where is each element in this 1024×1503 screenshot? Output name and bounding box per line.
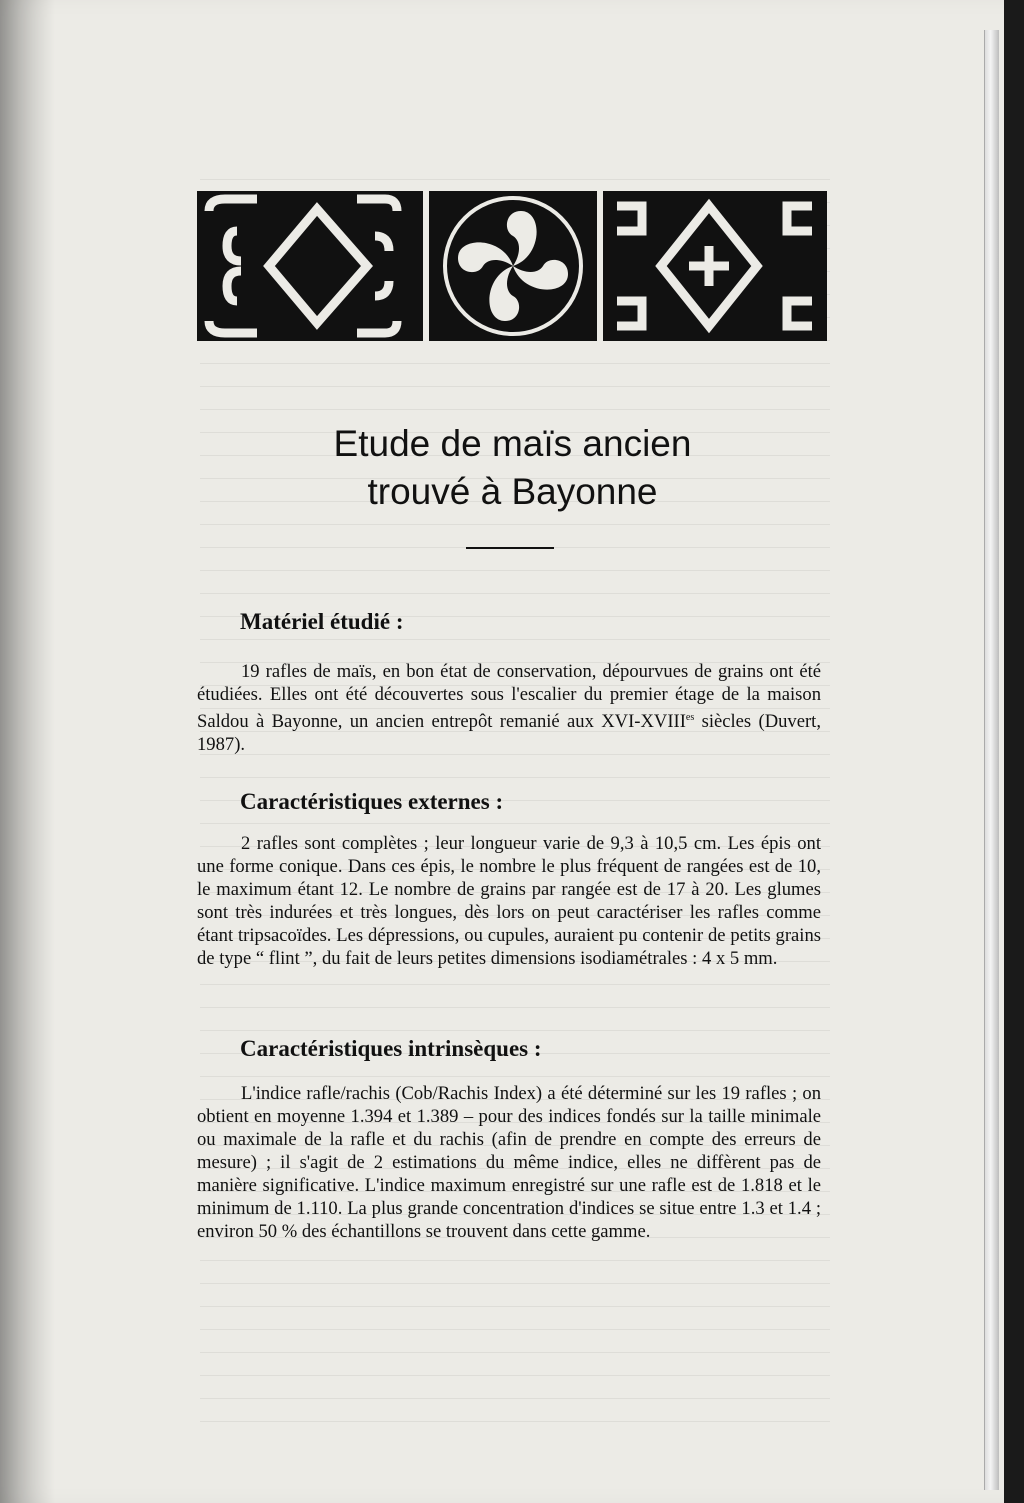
section-text-intrinseques: L'indice rafle/rachis (Cob/Rachis Index) a été déterminé sur les 19 rafles ; on obtient en moyenne 1.394 et 1.389 – pour des indices fondés sur la taille minimale ou maximale de la rafle et du rachis (afin de prendre en compte des erreurs de mesure) ; il s'agit de 2 estimations du même indice, elles ne diffèrent pas de manière significative. L'indice maximum enregistré sur une rafle est de 1.818 et le minimum de 1.110. La plus grande concentration d'indices se situe entre 1.3 et 1.4 ; environ 50 % des échantillons se trouvent dans cette gamme. bbox=[197, 1083, 821, 1242]
title-rule bbox=[466, 547, 554, 549]
section-text-externes: 2 rafles sont complètes ; leur longueur varie de 9,3 à 10,5 cm. Les épis ont une forme conique. Dans ces épis, le nombre le plus fréquent de rangées est de 10, le maximum étant 12. Le nombre de grains par rangée est de 17 à 20. Les glumes sont très indurées et très longues, dès lors on peut caractériser les rafles comme étant tripsacoïdes. Les dépressions, ou cupules, auraient pu contenir de petits grains de type “ flint ”, du fait de leurs petites dimensions isodiamétrales : 4 x 5 mm. bbox=[197, 833, 821, 969]
page-edge bbox=[984, 30, 999, 1490]
section-heading-externes: Caractéristiques externes : bbox=[240, 789, 504, 814]
title-line-2: trouvé à Bayonne bbox=[367, 471, 658, 512]
section-heading-intrinseques: Caractéristiques intrinsèques : bbox=[240, 1036, 542, 1061]
title-line-1: Etude de maïs ancien bbox=[333, 423, 692, 464]
section-heading-materiel: Matériel étudié : bbox=[240, 609, 404, 634]
article-title bbox=[200, 420, 825, 516]
spine-shadow bbox=[0, 0, 55, 1503]
ornamental-banner bbox=[197, 191, 827, 341]
section-text-materiel: 19 rafles de maïs, en bon état de conservation, dépourvues de grains ont été étudiées. Elles ont été découvertes sous l'escalier du premier étage de la maison Saldou à Bayonne, un ancien entrepôt remanié aux XVI-$XVIII^{es}$ siècles (Duvert, 1987). bbox=[197, 661, 821, 756]
